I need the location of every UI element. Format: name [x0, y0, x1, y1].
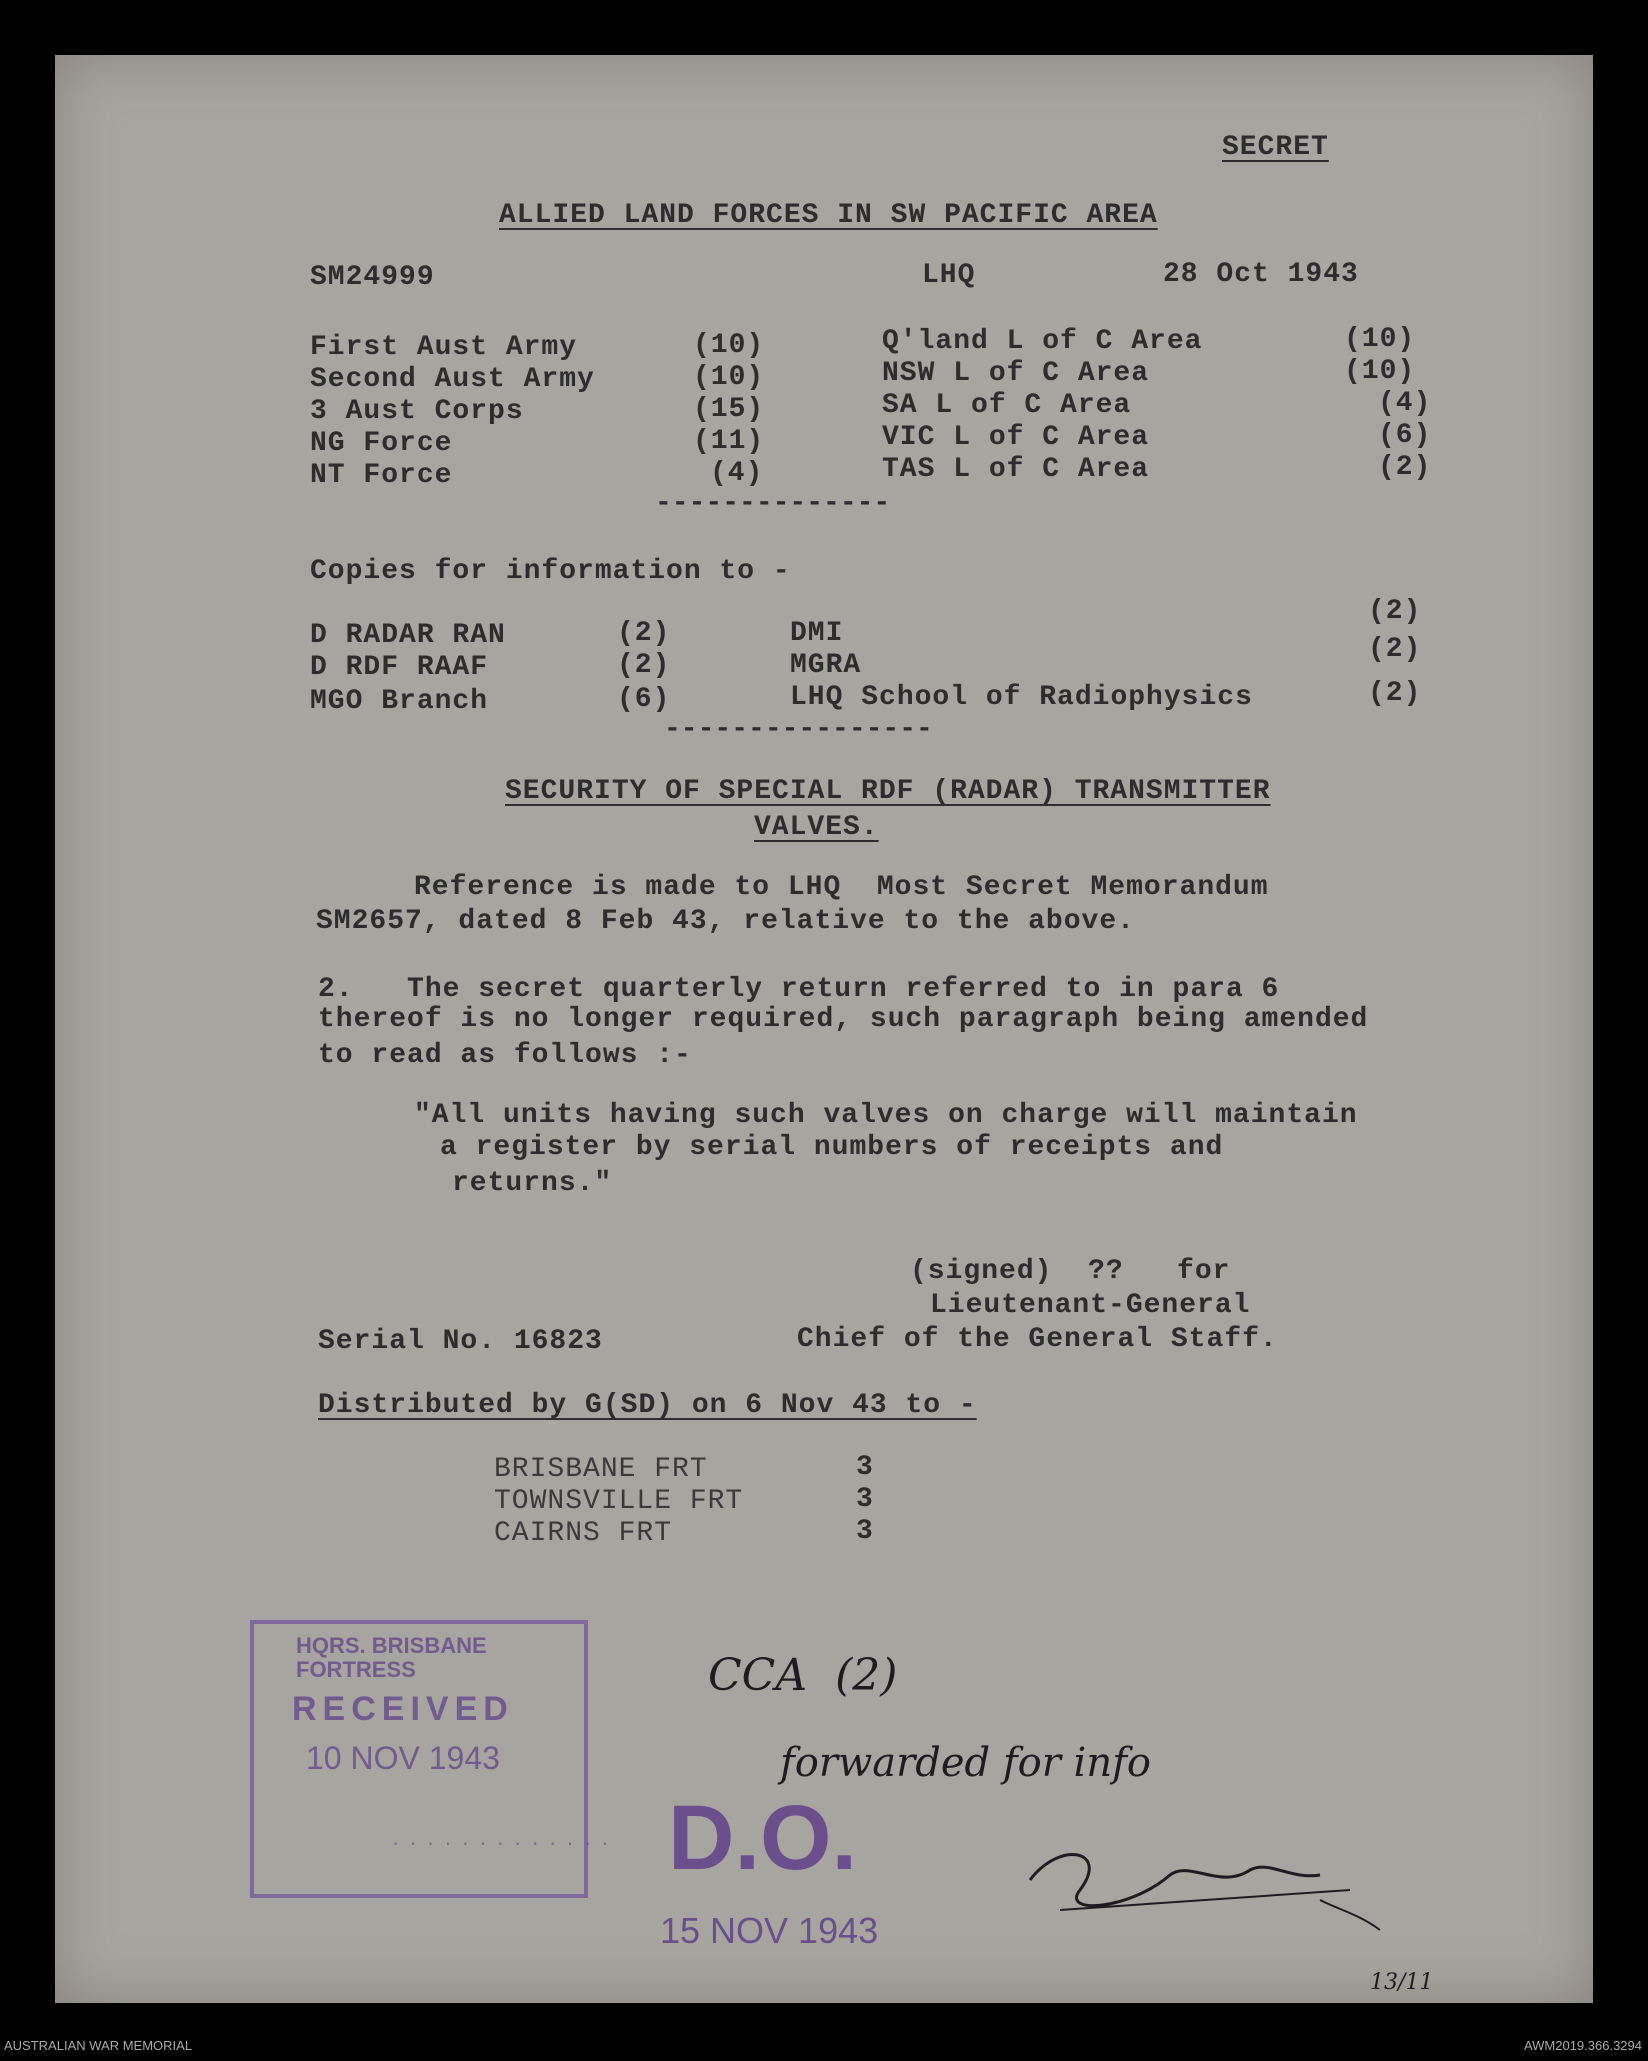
- origin: LHQ: [922, 260, 976, 291]
- received-stamp-dots: · · · · · · · · · · · · ·: [392, 1830, 611, 1855]
- divider: --------------: [655, 488, 891, 519]
- document-title: ALLIED LAND FORCES IN SW PACIFIC AREA: [499, 200, 1158, 231]
- dist-copies: (10): [693, 330, 765, 361]
- dist-copies: (10): [1344, 324, 1416, 355]
- distributed-heading: Distributed by G(SD) on 6 Nov 43 to -: [318, 1390, 977, 1421]
- signature-line: Lieutenant-General: [930, 1290, 1251, 1321]
- dist-unit: Q'land L of C Area: [882, 326, 1203, 357]
- dist-unit: First Aust Army: [310, 332, 578, 363]
- info-unit: D RDF RAAF: [310, 652, 489, 683]
- paragraph-2: 2. The secret quarterly return referred to in para 6: [318, 974, 1280, 1005]
- divider: ----------------: [664, 714, 933, 745]
- paragraph-2: to read as follows :-: [318, 1040, 692, 1071]
- info-unit: LHQ School of Radiophysics: [790, 682, 1253, 713]
- info-copies: (2): [617, 650, 671, 681]
- info-unit: D RADAR RAN: [310, 620, 506, 651]
- reference-number: SM24999: [310, 262, 435, 293]
- info-unit: DMI: [790, 618, 844, 649]
- dist-unit: NSW L of C Area: [882, 358, 1150, 389]
- dist-copies: (10): [1344, 356, 1416, 387]
- info-copies: (6): [617, 684, 671, 715]
- info-heading: Copies for information to -: [310, 556, 791, 587]
- dist-unit: VIC L of C Area: [882, 422, 1150, 453]
- distributed-item: TOWNSVILLE FRT: [494, 1486, 744, 1517]
- quoted-amendment: a register by serial numbers of receipts and: [440, 1132, 1224, 1163]
- footer-right: AWM2019.366.3294: [1523, 2038, 1642, 2053]
- paragraph-1: SM2657, dated 8 Feb 43, relative to the above.: [316, 906, 1135, 937]
- distributed-item: CAIRNS FRT: [494, 1518, 673, 1549]
- info-copies: (2): [1368, 678, 1422, 709]
- info-unit: MGRA: [790, 650, 862, 681]
- serial-number: Serial No. 16823: [318, 1326, 603, 1357]
- document-date: 28 Oct 1943: [1163, 259, 1359, 290]
- dist-unit: Second Aust Army: [310, 364, 595, 395]
- info-copies: (2): [1368, 596, 1422, 627]
- info-unit: MGO Branch: [310, 686, 489, 717]
- received-stamp-date: 10 NOV 1943: [306, 1740, 500, 1776]
- distributed-count: 3: [856, 1516, 874, 1547]
- classification-label: SECRET: [1222, 132, 1329, 163]
- quoted-amendment: returns.": [452, 1168, 613, 1199]
- paragraph-1: Reference is made to LHQ Most Secret Memorandum: [414, 872, 1269, 903]
- info-copies: (2): [617, 618, 671, 649]
- do-stamp-date: 15 NOV 1943: [660, 1910, 879, 1951]
- distributed-count: 3: [856, 1452, 874, 1483]
- distributed-item: BRISBANE FRT: [494, 1454, 708, 1485]
- paragraph-2: thereof is no longer required, such paragraph being amended: [318, 1004, 1369, 1035]
- distributed-count: 3: [856, 1484, 874, 1515]
- dist-unit: NT Force: [310, 460, 453, 491]
- handwritten-date: 13/11: [1370, 1970, 1434, 1995]
- dist-unit: NG Force: [310, 428, 453, 459]
- signature-line: Chief of the General Staff.: [797, 1324, 1278, 1355]
- dist-copies: (6): [1378, 420, 1432, 451]
- dist-copies: (4): [1378, 388, 1432, 419]
- footer-left: AUSTRALIAN WAR MEMORIAL: [4, 2038, 193, 2053]
- signature-scribble: [1020, 1820, 1400, 1940]
- subject-line: VALVES.: [754, 812, 879, 843]
- subject-line: SECURITY OF SPECIAL RDF (RADAR) TRANSMITTER: [505, 776, 1271, 807]
- dist-copies: (11): [693, 426, 765, 457]
- dist-copies: (10): [693, 362, 765, 393]
- dist-copies: (15): [693, 394, 765, 425]
- received-stamp-org: HQRS. BRISBANE FORTRESS: [296, 1633, 487, 1682]
- dist-unit: TAS L of C Area: [882, 454, 1150, 485]
- handwritten-note: forwarded for info: [780, 1740, 1151, 1786]
- dist-unit: 3 Aust Corps: [310, 396, 524, 427]
- handwritten-note: CCA (2): [708, 1650, 898, 1701]
- info-copies: (2): [1368, 634, 1422, 665]
- do-stamp-label: D.O.: [668, 1787, 858, 1889]
- received-stamp-label: RECEIVED: [292, 1690, 514, 1728]
- dist-copies: (2): [1378, 452, 1432, 483]
- dist-copies: (4): [710, 458, 764, 489]
- dist-unit: SA L of C Area: [882, 390, 1132, 421]
- quoted-amendment: "All units having such valves on charge will maintain: [414, 1100, 1358, 1131]
- signature-line: (signed) ?? for: [910, 1256, 1231, 1287]
